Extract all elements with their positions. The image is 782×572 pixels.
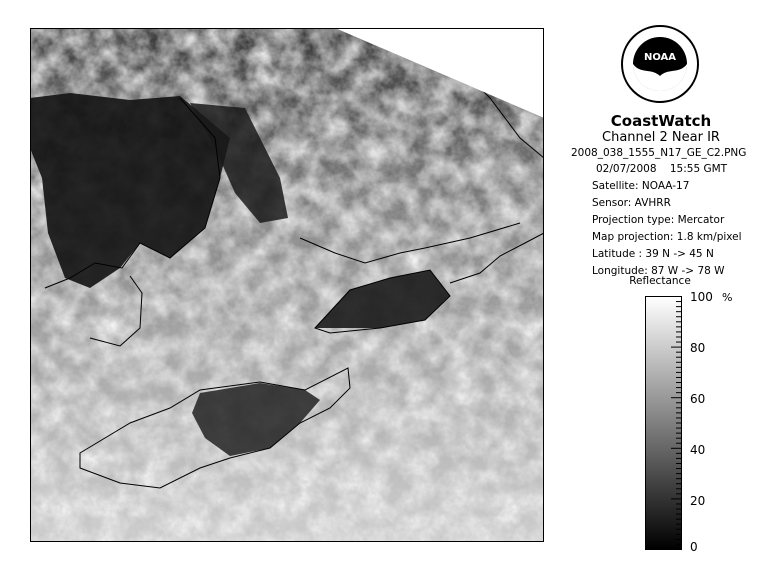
colorbar — [645, 296, 683, 550]
colorbar-tick-0: 0 — [690, 540, 698, 554]
colorbar-tick-40: 40 — [690, 443, 706, 457]
meta-longitude: Longitude: 87 W -> 78 W — [592, 265, 725, 277]
acquisition-datetime: 02/07/2008 15:55 GMT — [596, 163, 728, 175]
product-subtitle: Channel 2 Near IR — [602, 130, 720, 145]
file-name: 2008_038_1555_N17_GE_C2.PNG — [571, 147, 747, 159]
logo-text: NOAA — [643, 52, 677, 63]
noaa-seal-icon — [620, 20, 700, 108]
meta-satellite: Satellite: NOAA-17 — [592, 180, 690, 192]
meta-latitude: Latitude : 39 N -> 45 N — [592, 248, 714, 260]
colorbar-title: Reflectance — [629, 275, 691, 287]
colorbar-tick-20: 20 — [690, 494, 706, 508]
meta-map-projection: Map projection: 1.8 km/pixel — [592, 231, 742, 243]
colorbar-tick-60: 60 — [690, 392, 706, 406]
colorbar-tick-80: 80 — [690, 341, 706, 355]
satellite-map — [30, 28, 544, 542]
meta-sensor: Sensor: AVHRR — [592, 197, 671, 209]
colorbar-tick-100: 100 — [690, 290, 713, 304]
product-title: CoastWatch — [610, 112, 712, 130]
meta-projection-type: Projection type: Mercator — [592, 214, 725, 226]
colorbar-unit: % — [722, 291, 733, 304]
